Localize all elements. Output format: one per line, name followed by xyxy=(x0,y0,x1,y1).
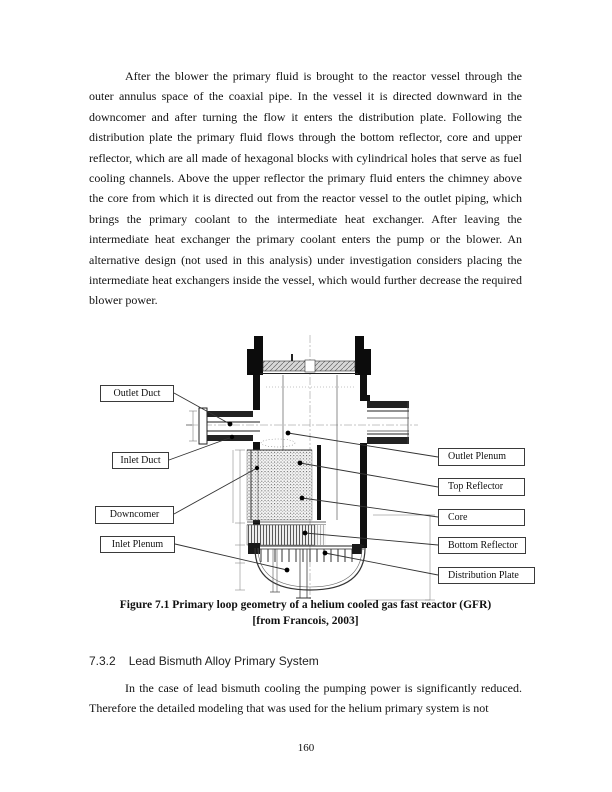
right-coaxial-pipe xyxy=(367,401,409,444)
figure-label-core: Core xyxy=(438,509,525,526)
figure-label-outlet-plenum: Outlet Plenum xyxy=(438,448,525,466)
bottom-reflector-region xyxy=(247,525,326,545)
figure-label-inlet-plenum: Inlet Plenum xyxy=(100,536,175,553)
figure-label-bottom-reflector: Bottom Reflector xyxy=(438,537,526,554)
figure-label-outlet-duct: Outlet Duct xyxy=(100,385,174,402)
vessel-top-flange xyxy=(247,336,371,375)
section-number: 7.3.2 xyxy=(89,654,116,668)
body-paragraph-1: After the blower the primary fluid is brought to the reactor vessel through the outer annulus space of the coaxial pipe. In the vessel it is directed downward in the downcomer and after turning the flow it enters the distribution plate. Following the distribution plate the primary fluid flows through the bottom reflector, core and upper reflector, which are all made of hexagonal blocks with cylindrical holes that serve as fuel cooling channels. Above the upper reflector the primary fluid enters the chimney above the core from which it is directed out from the reactor vessel to the outlet piping, which brings the primary coolant to the intermediate heat exchanger. After leaving the intermediate heat exchanger the primary coolant enters the pump or the blower. An alternative design (not used in this analysis) under investigation considers placing the intermediate heat exchangers inside the vessel, which would further decrease the required blower power. xyxy=(89,69,522,308)
left-coaxial-pipe xyxy=(186,408,260,444)
page-number: 160 xyxy=(297,742,315,754)
figure-label-distribution-plate: Distribution Plate xyxy=(438,567,535,584)
section-heading xyxy=(89,654,319,668)
figure-caption-line1: Figure 7.1 Primary loop geometry of a helium cooled gas fast reactor (GFR) xyxy=(119,599,492,611)
figure-label-top-reflector: Top Reflector xyxy=(438,478,525,496)
figure-caption-line2: [from Francois, 2003] xyxy=(252,615,359,627)
core-region xyxy=(247,445,326,525)
figure-label-inlet-duct: Inlet Duct xyxy=(112,452,169,469)
body-paragraph-2: In the case of lead bismuth cooling the pumping power is significantly reduced. Therefore the detailed modeling that was used for the helium primary system is not xyxy=(89,681,522,716)
distribution-plate-region xyxy=(248,543,364,562)
figure-label-downcomer: Downcomer xyxy=(95,506,174,524)
section-title: Lead Bismuth Alloy Primary System xyxy=(128,654,319,668)
